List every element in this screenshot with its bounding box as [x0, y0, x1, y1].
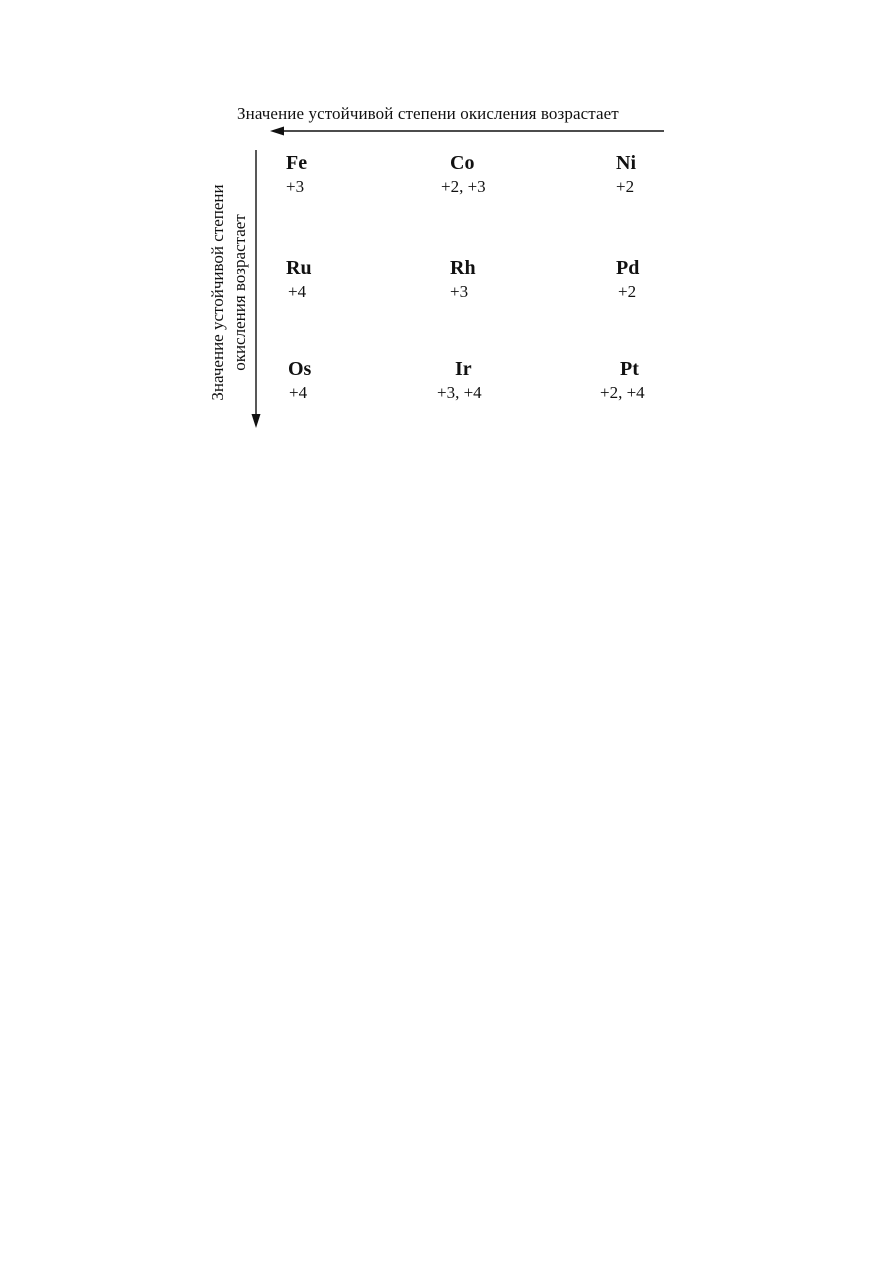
element-symbol: Pd [616, 257, 640, 279]
vertical-axis-label-line2: окисления возрастает [230, 214, 249, 371]
element-symbol: Ni [616, 152, 636, 174]
oxidation-state: +2 [618, 282, 637, 301]
horizontal-axis-label: Значение устойчивой степени окисления возрастает [237, 104, 619, 123]
element-symbol: Os [288, 358, 312, 380]
oxidation-state: +2, +3 [441, 177, 486, 196]
element-cell-fe [286, 151, 396, 198]
element-symbol: Pt [620, 358, 639, 380]
left-arrow-icon [270, 124, 664, 138]
oxidation-state: +2, +4 [600, 383, 645, 402]
element-symbol: Co [450, 152, 475, 174]
down-arrow-icon [249, 150, 263, 428]
element-cell-ir [437, 357, 565, 404]
element-symbol: Ir [455, 358, 472, 380]
oxidation-state: +4 [289, 383, 308, 402]
element-cell-pd [616, 256, 726, 303]
element-cell-rh [450, 256, 560, 303]
oxidation-state: +3, +4 [437, 383, 482, 402]
oxidation-state: +2 [616, 177, 635, 196]
oxidation-state: +3 [286, 177, 305, 196]
element-symbol: Rh [450, 257, 476, 279]
element-cell-ru [286, 256, 396, 303]
vertical-axis-label-line1: Значение устойчивой степени [208, 184, 227, 401]
element-symbol: Fe [286, 152, 308, 174]
element-cell-co [441, 151, 558, 198]
element-symbol: Ru [286, 257, 312, 279]
element-cell-os [288, 357, 398, 404]
oxidation-state: +4 [288, 282, 307, 301]
oxidation-state: +3 [450, 282, 469, 301]
element-cell-pt [600, 357, 730, 404]
element-cell-ni [616, 151, 726, 198]
